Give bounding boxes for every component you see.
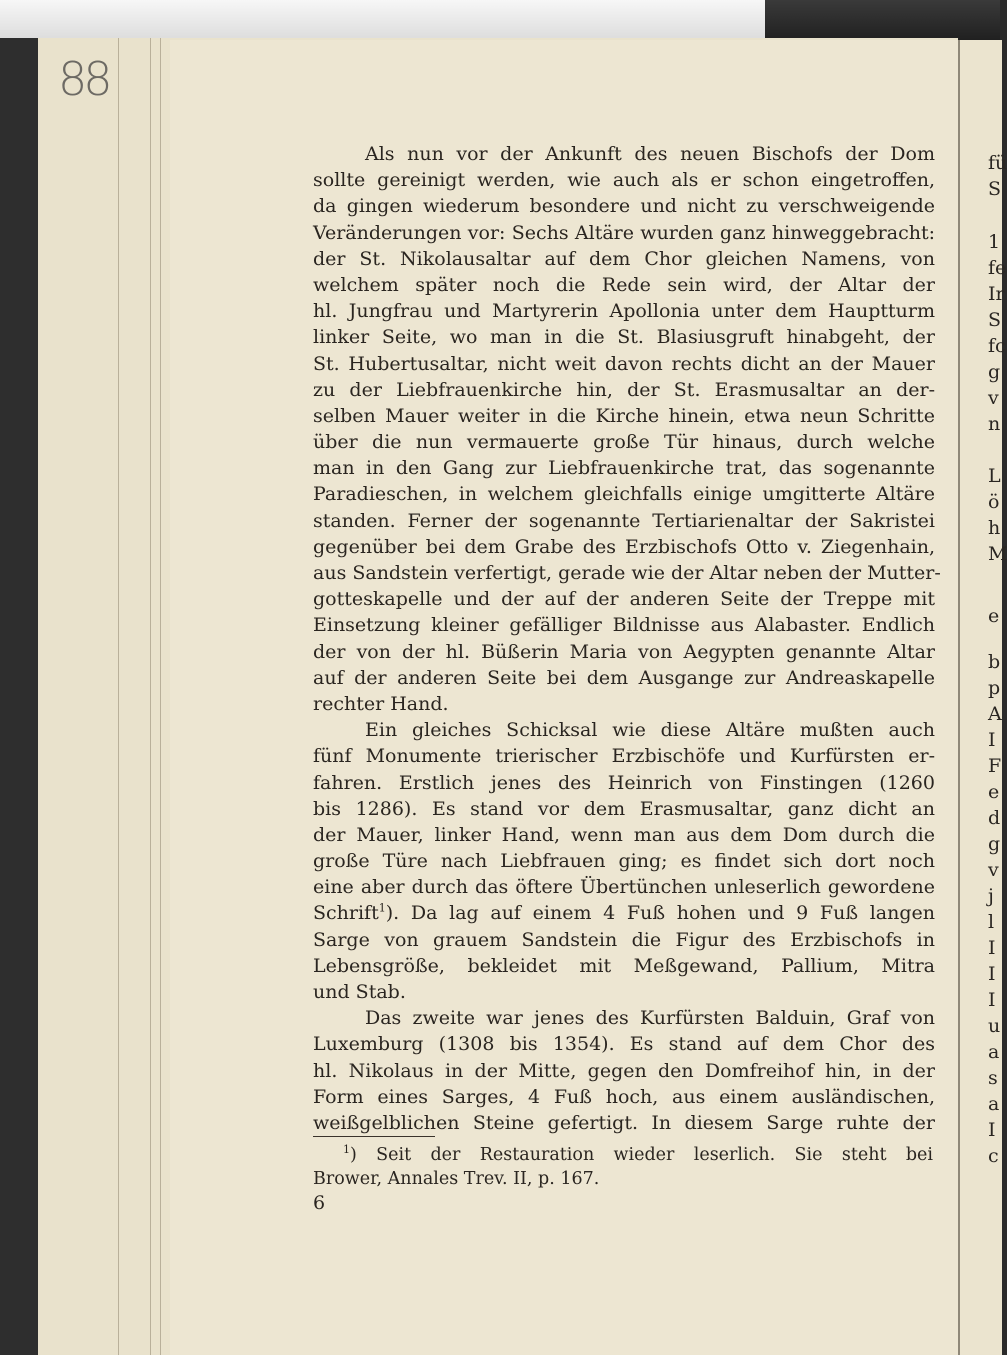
adjacent-page-fragment: I: [988, 937, 996, 959]
text-line: fahren. Erstlich jenes des Heinrich von Finstingen (1260: [313, 771, 935, 794]
adjacent-page-fragment: e: [988, 605, 1000, 627]
adjacent-page-fragment: h: [988, 517, 1001, 539]
text-line: welchem später noch die Rede sein wird, der Altar der: [313, 273, 935, 296]
text-line: St. Hubertusaltar, nicht weit davon rechts dicht an der Mauer: [313, 352, 935, 375]
adjacent-page-fragment: Ir: [988, 283, 1005, 305]
adjacent-page-fragment: a: [988, 1093, 1000, 1115]
text-line: eine aber durch das öftere Übertünchen unleserlich gewordene: [313, 876, 935, 899]
adjacent-page-fragment: I: [988, 1119, 996, 1141]
body-text: [313, 141, 941, 1136]
footnote-reference: 1: [378, 902, 386, 916]
text-line: bis 1286). Es stand vor dem Erasmusaltar, ganz dicht an: [313, 797, 935, 820]
footnote-mark: 1: [343, 1143, 350, 1157]
adjacent-page-fragment: I: [988, 729, 996, 751]
text-line: gotteskapelle und der auf der anderen Seite der Treppe mit: [313, 588, 935, 611]
adjacent-page-fragment: c: [988, 1145, 999, 1167]
adjacent-page-fragment: g: [988, 833, 1001, 855]
book-cover-corner: [765, 0, 1000, 42]
footnote-line: Brower, Annales Trev. II, p. 167.: [313, 1169, 600, 1189]
text-line: Paradieschen, in welchem gleichfalls einige umgitterte Altäre: [313, 483, 935, 506]
adjacent-page-fragment: fe: [988, 257, 1007, 279]
text-line: auf der anderen Seite bei dem Ausgange zur Andreaskapelle: [313, 666, 935, 689]
folio-mark: 88: [58, 52, 109, 106]
adjacent-page-fragment: u: [988, 1015, 1001, 1037]
adjacent-page-fragment: S: [988, 178, 1002, 200]
text-line: zu der Liebfrauenkirche hin, der St. Erasmusaltar an der-: [313, 378, 935, 401]
text-line: Schrift$^1$). Da lag auf einem 4 Fuß hohen und 9 Fuß langen: [313, 902, 935, 925]
adjacent-page-fragment: v: [988, 387, 999, 409]
text-line: der von der hl. Büßerin Maria von Aegypten genannte Altar: [313, 640, 935, 663]
text-line: Ein gleiches Schicksal wie diese Altäre mußten auch: [365, 719, 935, 742]
adjacent-page-fragment: I: [988, 989, 996, 1011]
adjacent-page-fragment: v: [988, 859, 999, 881]
page-edge: [150, 38, 151, 1355]
text-line: weißgelblichen Steine gefertigt. In diesem Sarge ruhte der: [313, 1111, 935, 1134]
text-line: hl. Nikolaus in der Mitte, gegen den Domfreihof hin, in der: [313, 1059, 935, 1082]
text-line: der St. Nikolausaltar auf dem Chor gleichen Namens, von: [313, 247, 935, 270]
adjacent-page-fragment: b: [988, 651, 1001, 673]
text-line: der Mauer, linker Hand, wenn man aus dem Dom durch die: [313, 823, 935, 846]
adjacent-page-fragment: fc: [988, 335, 1006, 357]
footnote-rule: [313, 1136, 435, 1137]
text-line: Luxemburg (1308 bis 1354). Es stand auf dem Chor des: [313, 1033, 935, 1056]
text-line: Sarge von grauem Sandstein die Figur des Erzbischofs in: [313, 928, 935, 951]
text-line: Als nun vor der Ankunft des neuen Bischofs der Dom: [365, 143, 935, 165]
adjacent-page-fragment: F: [988, 755, 1002, 777]
adjacent-page-fragment: A: [988, 703, 1002, 725]
adjacent-page-fragment: a: [988, 1041, 1000, 1063]
text-line: Das zweite war jenes des Kurfürsten Balduin, Graf von: [365, 1007, 935, 1030]
adjacent-page-fragment: l: [988, 911, 995, 933]
page-number: 6: [313, 1192, 326, 1214]
footnote-text: ) Seit der Restauration wieder leserlich. Sie steht bei: [350, 1145, 933, 1165]
adjacent-page-fragment: fü: [988, 152, 1007, 174]
adjacent-page-fragment: L: [988, 465, 1001, 487]
text-line: man in den Gang zur Liebfrauenkirche trat, das sogenannte: [313, 457, 935, 480]
text-line: standen. Ferner der sogenannte Tertiarienaltar der Sakristei: [313, 509, 935, 532]
text-line: Einsetzung kleiner gefälliger Bildnisse aus Alabaster. Endlich: [313, 614, 935, 637]
adjacent-page-fragment: I: [988, 963, 996, 985]
adjacent-page-fragment: S: [988, 309, 1002, 331]
adjacent-page: [958, 40, 1007, 1355]
footnote-line: [313, 1143, 933, 1167]
adjacent-page-fragment: p: [988, 677, 1001, 699]
text-line: große Türe nach Liebfrauen ging; es findet sich dort noch: [313, 850, 935, 873]
text-line: fünf Monumente trierischer Erzbischöfe und Kurfürsten er-: [313, 745, 935, 768]
adjacent-page-fragment: n: [988, 413, 1001, 435]
adjacent-page-fragment: 1: [988, 231, 1001, 253]
text-line: über die nun vermauerte große Tür hinaus, durch welche: [313, 431, 935, 454]
adjacent-page-fragment: ö: [988, 491, 1000, 513]
text-line: Veränderungen vor: Sechs Altäre wurden ganz hinweggebracht:: [313, 221, 935, 244]
text-line: sollte gereinigt werden, wie auch als er schon eingetroffen,: [313, 169, 935, 192]
text-line: selben Mauer weiter in die Kirche hinein, etwa neun Schritte: [313, 404, 935, 427]
text-line: aus Sandstein verfertigt, gerade wie der Altar neben der Mutter-: [313, 562, 941, 584]
scan-background-left: [0, 38, 40, 1355]
text-line: gegenüber bei dem Grabe des Erzbischofs Otto v. Ziegenhain,: [313, 535, 935, 558]
page-edge: [160, 38, 161, 1355]
adjacent-page-fragment: s: [988, 1067, 998, 1089]
text-line: Lebensgröße, bekleidet mit Meßgewand, Pallium, Mitra: [313, 954, 935, 977]
text-line: Form eines Sarges, 4 Fuß hoch, aus einem ausländischen,: [313, 1085, 935, 1108]
adjacent-page-fragment: M: [988, 543, 1007, 565]
page-edge: [118, 38, 119, 1355]
text-line: hl. Jungfrau und Martyrerin Apollonia unter dem Hauptturm: [313, 300, 935, 323]
text-line: linker Seite, wo man in die St. Blasiusgruft hinabgeht, der: [313, 326, 935, 349]
text-line: und Stab.: [313, 981, 406, 1003]
footnote: [313, 1143, 933, 1191]
adjacent-page-fragment: g: [988, 361, 1001, 383]
adjacent-page-fragment: e: [988, 781, 1000, 803]
adjacent-page-fragment: j: [988, 885, 994, 907]
text-line: da gingen wiederum besondere und nicht zu verschweigende: [313, 195, 935, 218]
text-line: rechter Hand.: [313, 692, 449, 715]
adjacent-page-fragment: d: [988, 807, 1001, 829]
